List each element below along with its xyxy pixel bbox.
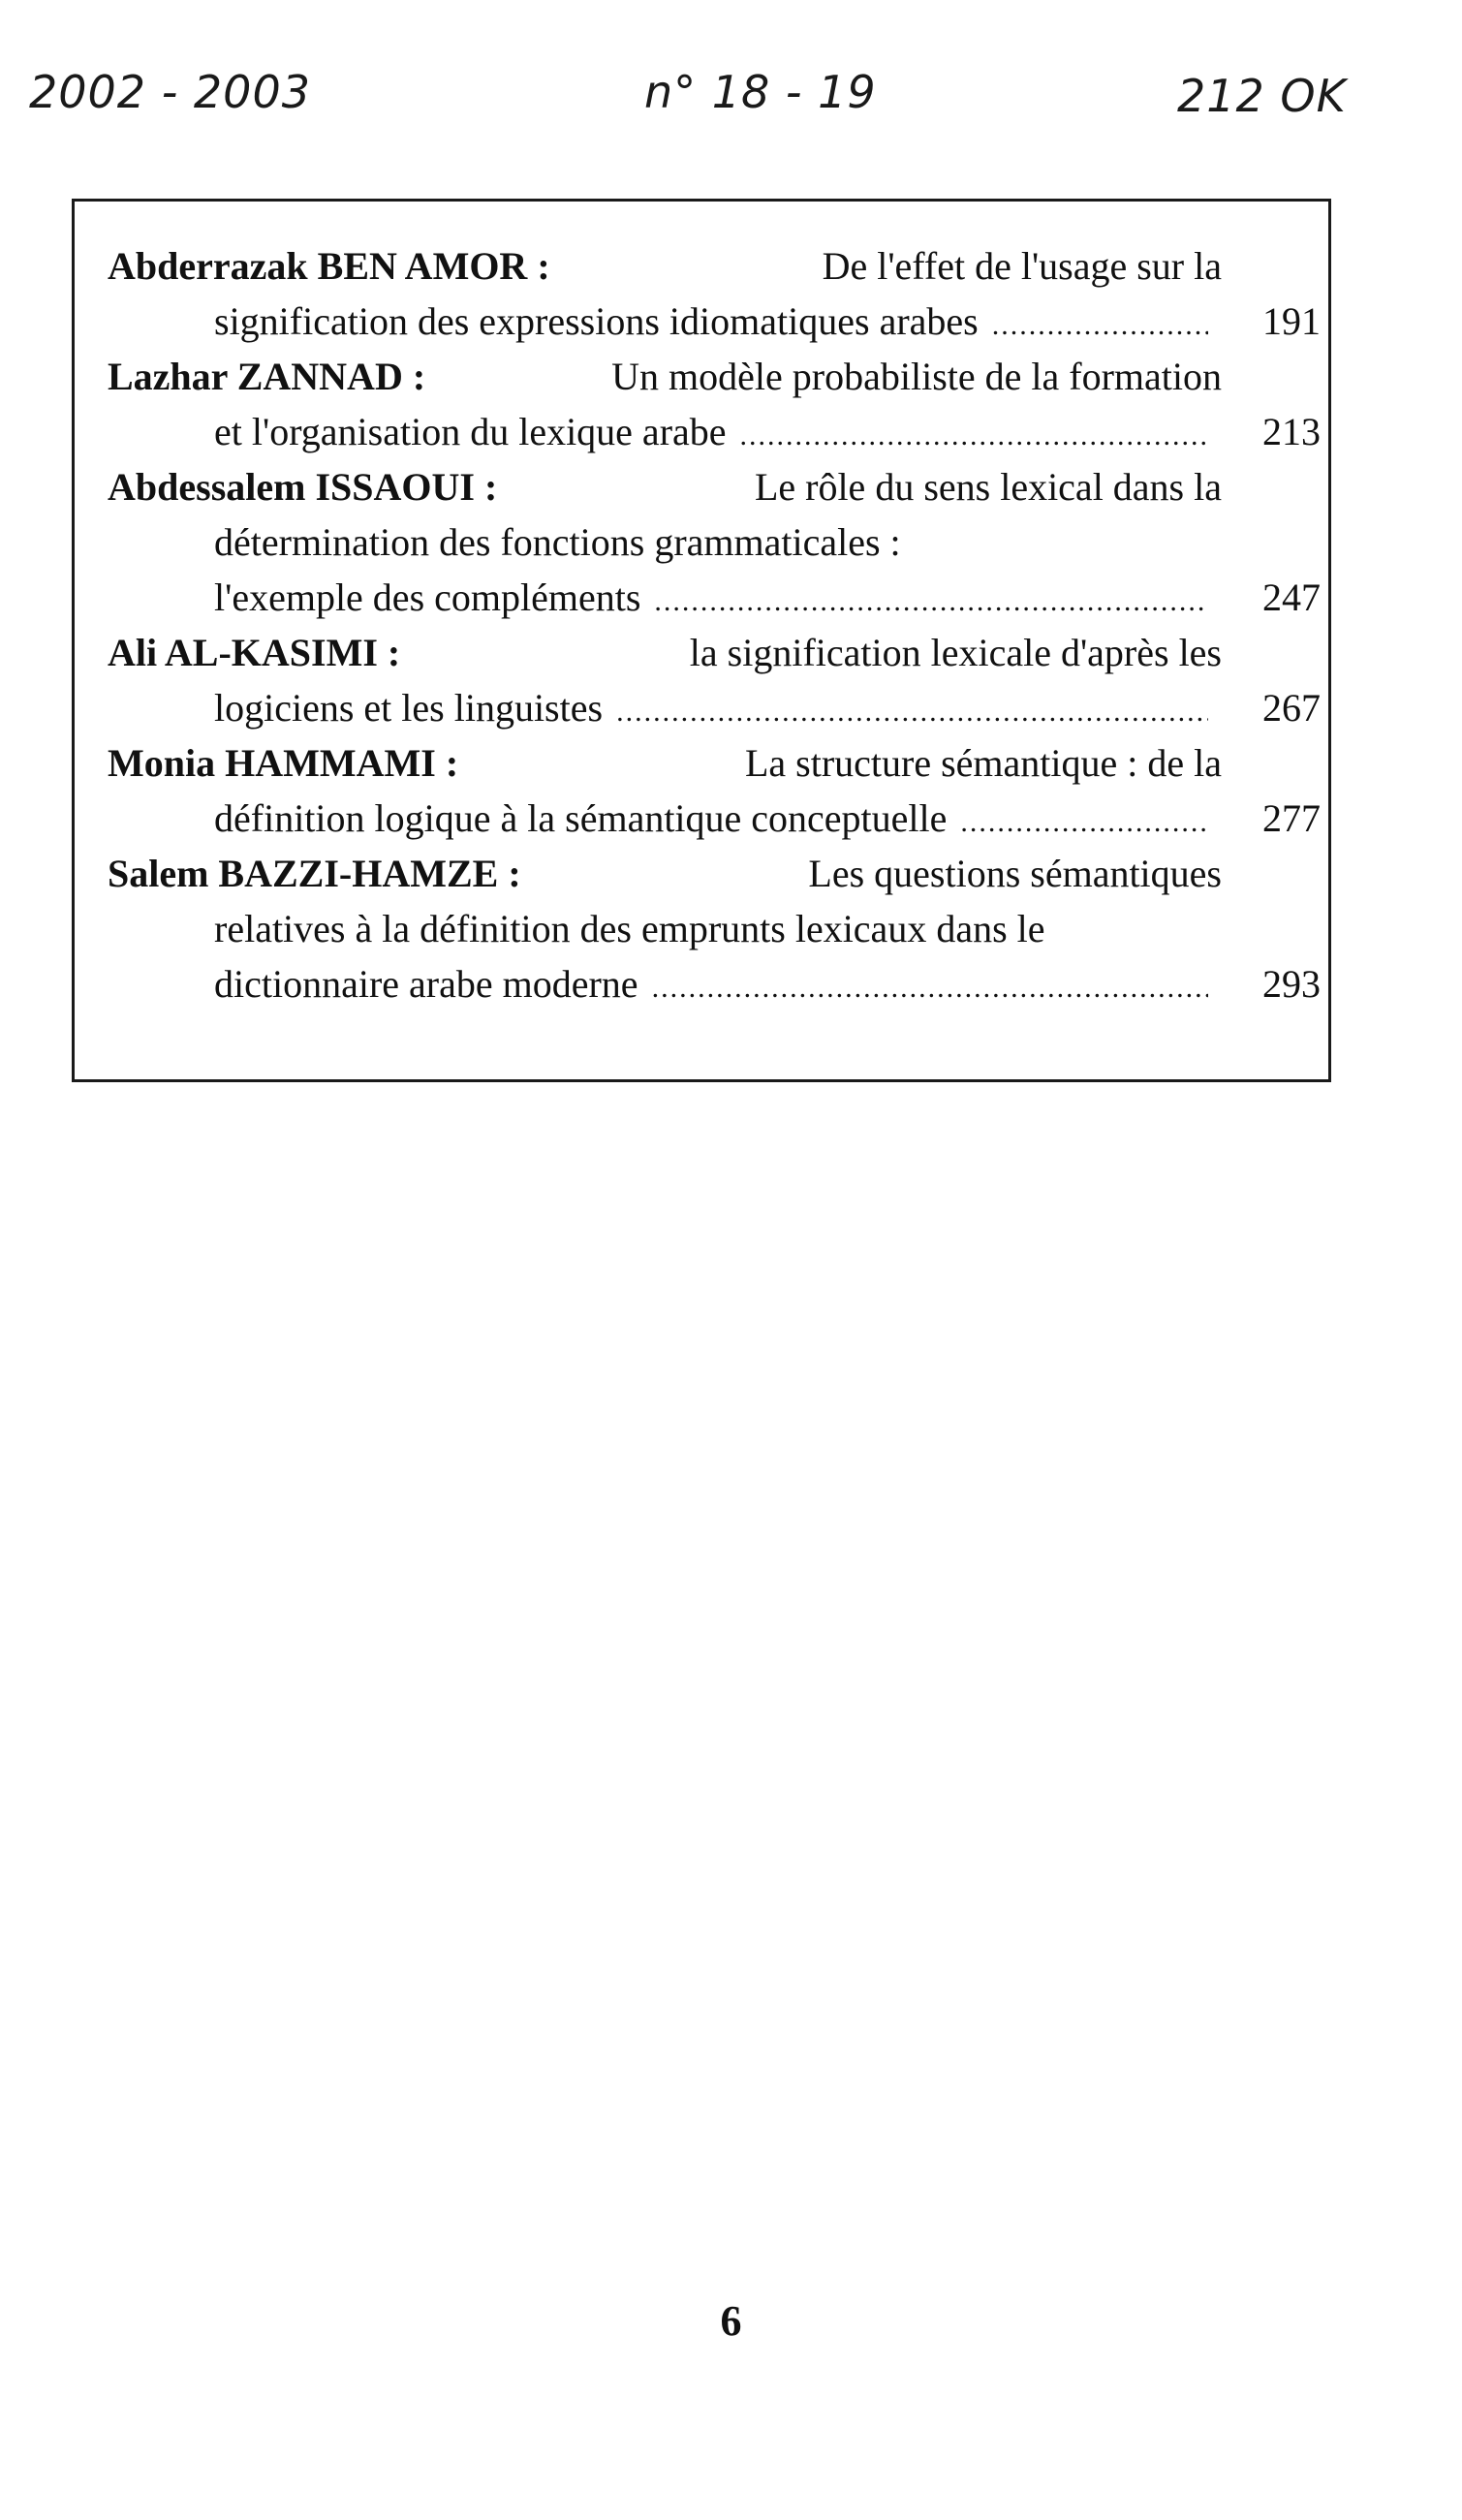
page-number: 6 [720, 2297, 742, 2345]
dot-leader [740, 408, 1208, 463]
toc-title-line: De l'effet de l'usage sur la [822, 244, 1222, 288]
toc-page-number: 293 [1262, 962, 1321, 1006]
toc-entry [108, 625, 1321, 739]
dot-leader [992, 297, 1208, 353]
toc-title-line: signification des expressions idiomatiques arabes [214, 299, 979, 343]
toc-entry [108, 238, 1321, 353]
toc-page-number: 213 [1262, 410, 1321, 453]
toc-title-line: l'exemple des compléments [214, 576, 641, 619]
toc-title-line: logiciens et les linguistes [214, 686, 604, 730]
toc-entry [108, 349, 1321, 463]
toc-title-line: définition logique à la sémantique conceptuelle [214, 796, 948, 840]
toc-line [108, 680, 1222, 739]
toc-author: Monia HAMMAMI : [108, 741, 459, 785]
dot-leader [960, 794, 1208, 850]
toc-title-line: détermination des fonctions grammaticales : [214, 520, 901, 564]
dot-leader [616, 684, 1208, 739]
toc-line [108, 404, 1222, 463]
toc-line [108, 459, 1222, 514]
toc-page-number: 247 [1262, 576, 1321, 619]
toc-entry [108, 459, 1321, 629]
dot-leader [652, 960, 1208, 1015]
toc-line [108, 625, 1222, 680]
toc-author: Abdessalem ISSAOUI : [108, 465, 498, 509]
toc-title-line: Le rôle du sens lexical dans la [754, 465, 1222, 509]
toc-line [108, 514, 1222, 570]
toc-title-line: et l'organisation du lexique arabe [214, 410, 727, 453]
toc-line [108, 956, 1222, 1015]
toc-line [108, 238, 1222, 294]
toc-title-line: Un modèle probabiliste de la formation [611, 355, 1222, 398]
toc-author: Abderrazak BEN AMOR : [108, 244, 550, 288]
toc-page-number: 277 [1262, 796, 1321, 840]
toc-line [108, 294, 1222, 353]
toc-line [108, 901, 1222, 956]
toc-line [108, 735, 1222, 791]
handwritten-years: 2002 - 2003 [29, 66, 311, 118]
toc-line [108, 349, 1222, 404]
handwritten-issue-number: n° 18 - 19 [644, 66, 877, 118]
toc-title-line: La structure sémantique : de la [744, 741, 1222, 785]
toc-page-number: 191 [1262, 299, 1321, 343]
toc-line [108, 570, 1222, 629]
handwritten-page-ok: 212 OK [1177, 70, 1347, 122]
toc-author: Lazhar ZANNAD : [108, 355, 426, 398]
toc-title-line: Les questions sémantiques [808, 852, 1222, 895]
dot-leader [654, 574, 1208, 629]
toc-title-line: relatives à la définition des emprunts lexicaux dans le [214, 907, 1045, 950]
toc-author: Salem BAZZI-HAMZE : [108, 852, 521, 895]
toc-box [72, 199, 1331, 1082]
toc-line [108, 846, 1222, 901]
toc-author: Ali AL-KASIMI : [108, 631, 401, 674]
toc-title-line: dictionnaire arabe moderne [214, 962, 638, 1006]
toc-entry [108, 846, 1321, 1015]
toc-entry [108, 735, 1321, 850]
toc-line [108, 791, 1222, 850]
toc-title-line: la signification lexicale d'après les [689, 631, 1222, 674]
toc-page-number: 267 [1262, 686, 1321, 730]
